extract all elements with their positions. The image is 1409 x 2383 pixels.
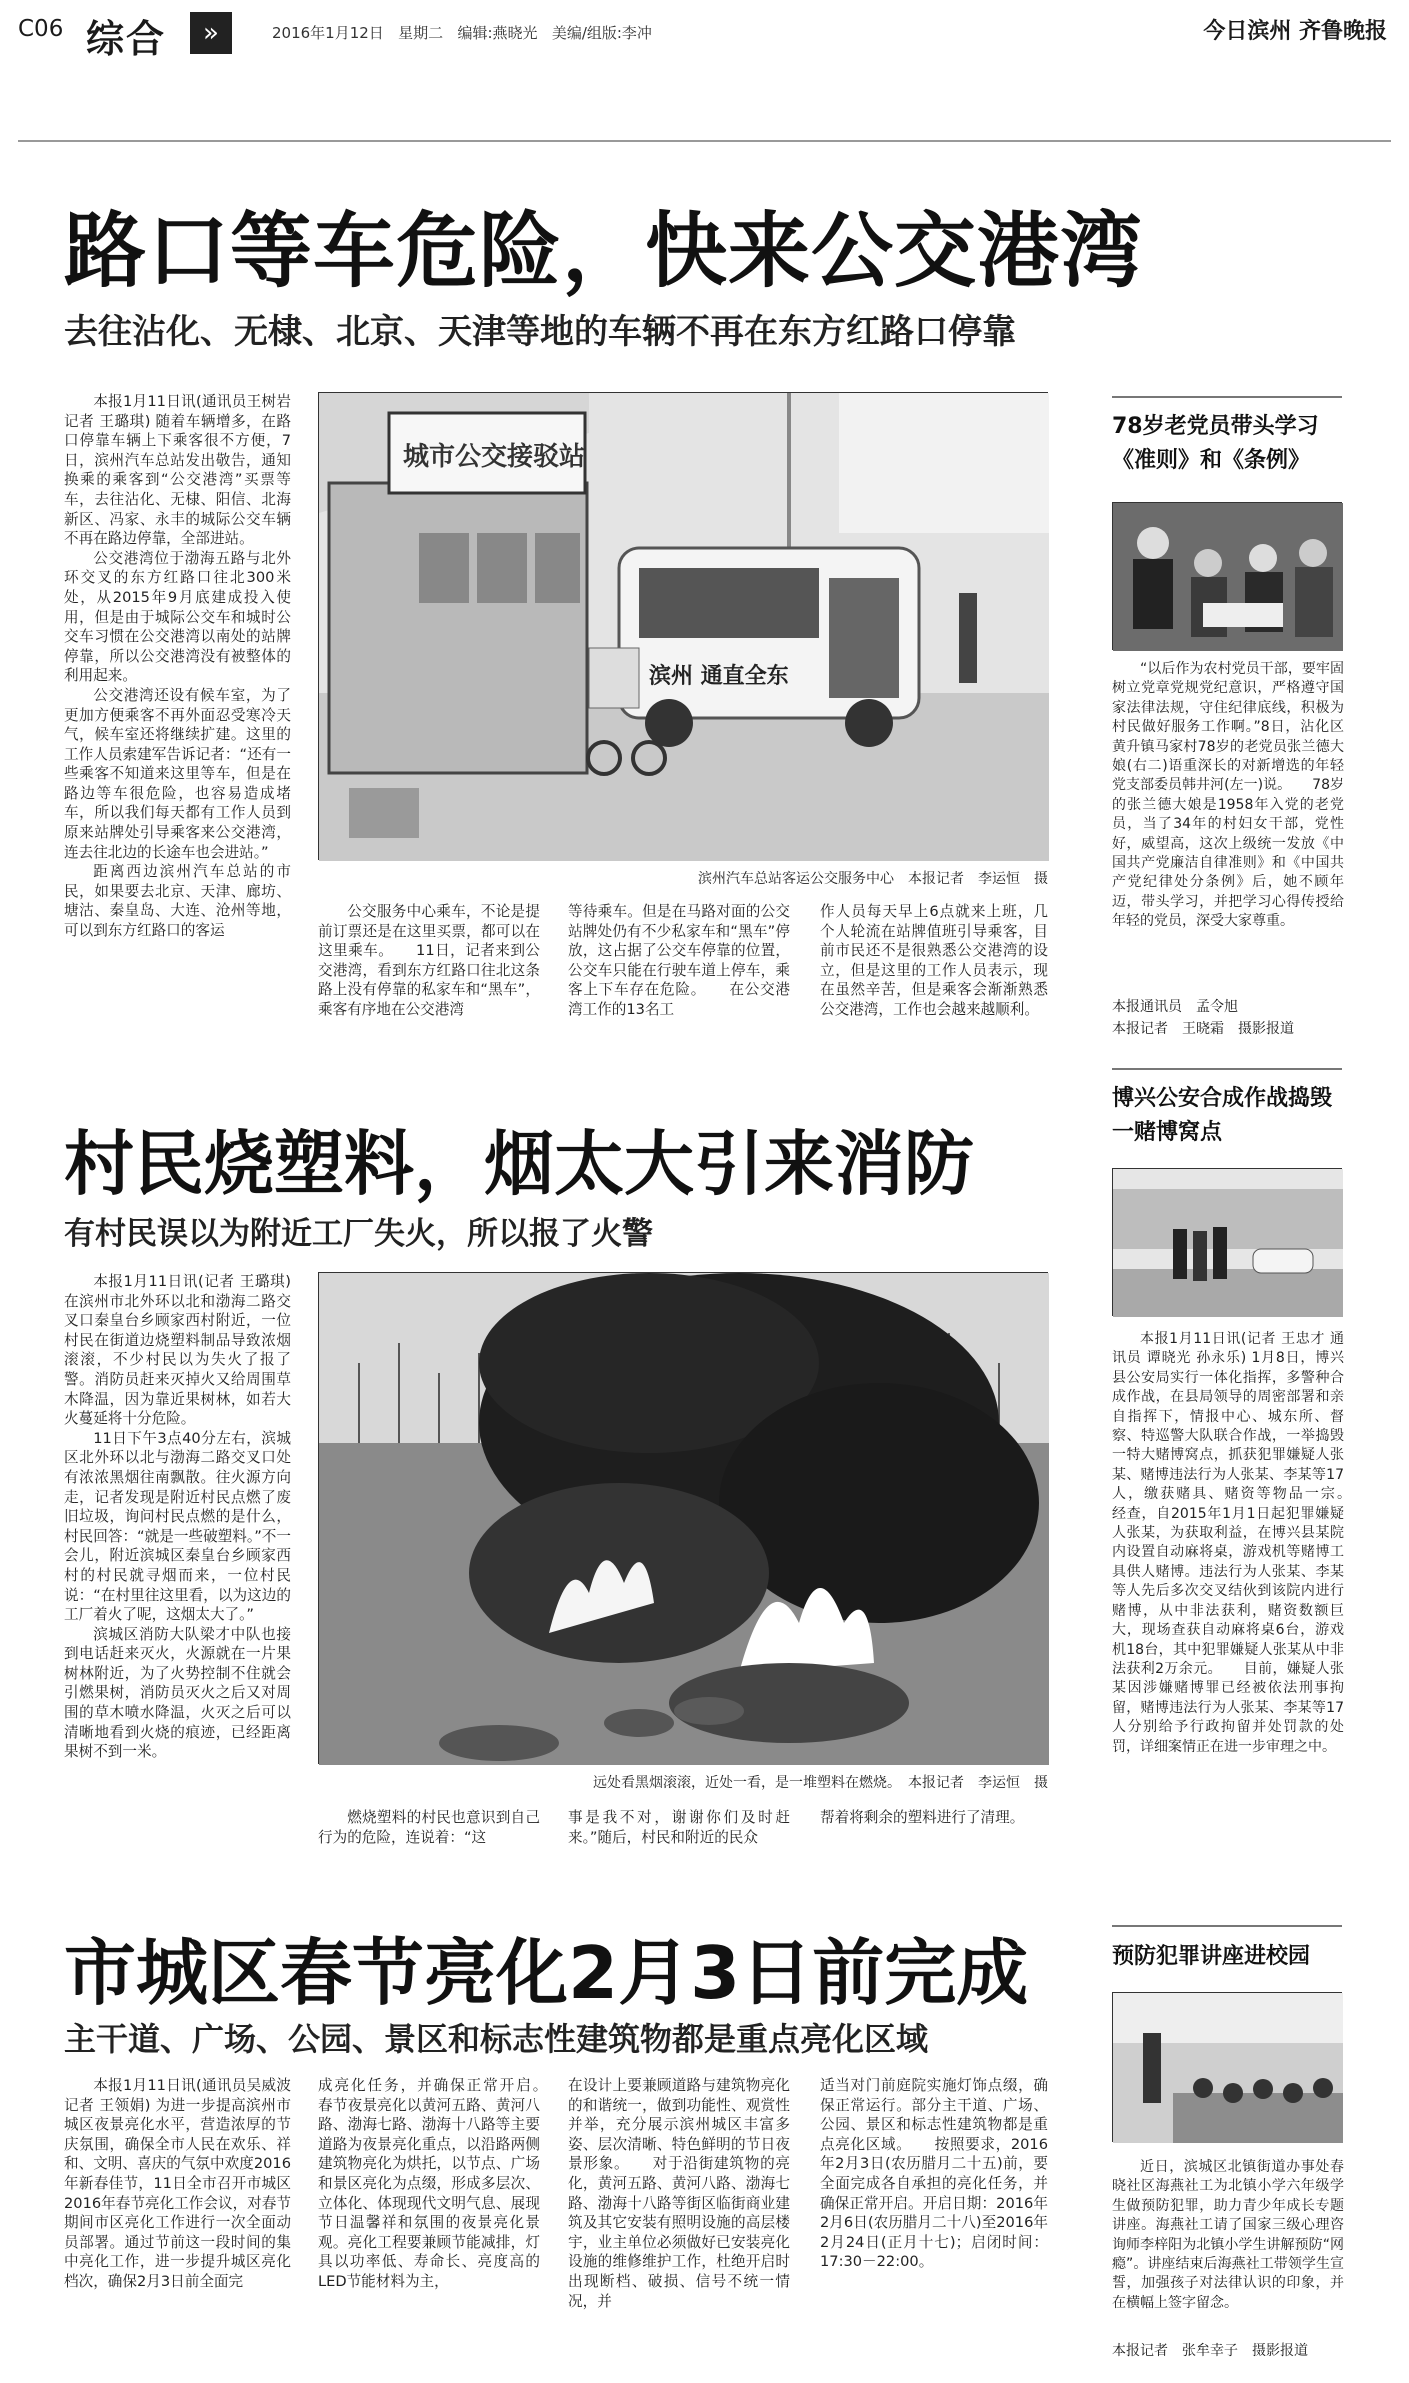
sidebar-paragraph: 近日，滨城区北镇街道办事处春晓社区海燕社工为北镇小学六年级学生做预防犯罪，助力青少年成长专题讲座。海燕社工请了国家三级心理咨询师李梓阳为北镇小学生讲解预防“网瘾”。讲座结束后海燕社工带领学生宣誓，加强孩子对法律认识的印象，并在横幅上签字留念。 [1112,2159,1344,2311]
police-scene-illustration [1113,1169,1343,1317]
story2-column-4 [820,1808,1048,1884]
sidebar-paragraph: 本报1月11日讯(记者 王忠才 通讯员 谭晓光 孙永乐) 1月8日，博兴县公安局实行一体化指挥，多警种合成作战，在县局领导的周密部署和亲自指挥下，情报中心、城东所、督察、特巡警大队联合作战，一举捣毁一特大赌博窝点，抓获犯罪嫌疑人张某、赌博违法行为人张某、李某等17人，缴获赌具、赌资等物品一宗。 经查，自2015年1月1日起犯罪嫌疑人张某，为获取利益，在博兴县某院内设置自动麻将桌，游戏机等赌博工具供人赌博。违法行为人张某、李某等人先后多次交叉结伙到该院内进行赌博，从中非法获利，赌资数额巨大，现场查获自动麻将桌6台，游戏机18台，其中犯罪嫌疑人张某从中非法获利2万余元。 目前，嫌疑人张某因涉嫌赌博罪已经被依法刑事拘留，赌博违法行为人张某、李某等17人分别给予行政拘留并处罚款的处罚，详细案情正在进一步审理之中。 [1112,1331,1372,1755]
bus-station-illustration [319,393,1049,861]
paper-brand: 今日滨州 齐鲁晚报 [1203,19,1387,44]
reading-group-illustration [1113,503,1343,651]
story3-column-4 [820,2076,1048,2366]
sidebar-story1-title: 78岁老党员带头学习《准则》和《条例》 [1112,414,1319,473]
story1-column-2 [318,902,540,1072]
party-member-photo [1112,502,1342,650]
police-raid-photo [1112,1168,1342,1316]
page-number: C06 [18,16,64,42]
masthead-rule [18,140,1391,142]
sidebar-story3-credit: 本报记者 张牟幸子 摄影报道 [1112,2343,1308,2359]
story3-paragraph: 成亮化任务，并确保正常开启。 春节夜景亮化以黄河五路、黄河八路、渤海七路、渤海十八路等主要道路为夜景亮化重点，以沿路两侧建筑物亮化为烘托，以节点、广场和景区亮化为点缀，形成多层次、立体化、体现现代文明气息、展现节日温馨祥和氛围的夜景亮化景观。亮化工程要兼顾节能减排，灯具以功率低、寿命长、亮度高的LED节能材料为主， [318,2077,570,2290]
story1-column-1 [64,392,291,1072]
story1-paragraph: 本报1月11日讯(通讯员王树岩 记者 王璐琪) 随着车辆增多，在路口停靠车辆上下乘客很不方便，7日，滨州汽车总站发出敬告，通知换乘的乘客到“公交港湾”买票等车，去往沾化、无棣、阳信、北海新区、冯家、永丰的城际公交车辆不再在路边停靠，全部进站。 [64,393,291,548]
story3-paragraph: 本报1月11日讯(通讯员吴威波 记者 王领娟) 为进一步提高滨州市城区夜景亮化水平，营造浓厚的节庆氛围，确保全市人民在欢乐、祥和、文明、喜庆的气氛中欢度2016年新春佳节，11日全市召开市城区2016年春节亮化工作会议，对春节期间市区亮化工作进行一次全面动员部署。通过节前这一段时间的集中亮化工作，进一步提升城区亮化档次，确保2月3日前全面完 [64,2077,291,2290]
story2-column-1 [64,1272,291,1892]
story3-headline: 市城区春节亮化2月3日前完成 [64,1931,1029,2015]
story2-paragraph: 帮着将剩余的塑料进行了清理。 [820,1809,1025,1826]
story1-paragraph: 公交服务中心乘车，不论是提前订票还是在这里买票，都可以在这里乘车。 11日，记者来到公交港湾，看到东方红路口往北这条路上没有停靠的私家车和“黑车”，乘客有序地在公交港湾 [318,903,540,1018]
school-lecture-photo [1112,1992,1342,2142]
story1-paragraph: 公交港湾还设有候车室，为了更加方便乘客不再外面忍受寒冷天气，候车室还将继续扩建。这里的工作人员索建军告诉记者：“还有一些乘客不知道来这里等车，但是在路边等车很危险，也容易造成堵车，所以我们每天都有工作人员到原来站牌处引导乘客来公交港湾，连去往北边的长途车也会进站。” [64,686,291,861]
story1-paragraph: 公交港湾位于渤海五路与北外环交叉的东方红路口往北300米处，从2015年9月底建成投入使用，但是由于城际公交车和城时公交车习惯在公交港湾以南处的站牌停靠，所以公交港湾没有被整体的利用起来。 [64,549,291,685]
story1-column-4 [820,902,1048,1072]
sidebar-story1-credit-1: 本报通讯员 孟令旭 [1112,999,1238,1015]
weekday-text: 星期二 [398,24,444,42]
story2-subhead: 有村民误以为附近工厂失火，所以报了火警 [64,1216,653,1252]
story1-paragraph: 距离西边滨州汽车总站的市民，如果要去北京、天津、廊坊、塘沽、秦皇岛、大连、沧州等地，可以到东方红路口的客运 [64,863,291,940]
story3-paragraph: 适当对门前庭院实施灯饰点缀，确保正常运行。部分主干道、广场、公园、景区和标志性建筑物都是重点亮化区域。 按照要求，2016年2月3日(农历腊月二十五)前，要全面完成各自承担的亮化任务，并确保正常开启。开启日期：2016年2月6日(农历腊月二十八)至2016年2月24日(正月十七)；启闭时间：17:30－22:00。 [820,2077,1048,2271]
story2-paragraph: 11日下午3点40分左右，滨城区北外环以北与渤海二路交叉口处有浓浓黑烟往南飘散。往火源方向走，记者发现是附近村民点燃了废旧垃圾，询问村民点燃的是什么，村民回答：“就是一些破塑料。”不一会儿，附近滨城区秦皇台乡顾家西村的村民就寻烟而来，一位村民说：“在村里往这里看，以为这边的工厂着火了呢，这烟太大了。” [64,1429,291,1624]
sidebar-rule [1112,396,1342,398]
story1-photo-caption: 滨州汽车总站客运公交服务中心 本报记者 李运恒 摄 [698,871,1048,887]
sidebar-story2-title: 博兴公安合成作战捣毁一赌博窝点 [1112,1086,1333,1145]
story3-column-1 [64,2076,291,2366]
date-text: 2016年1月12日 [272,24,384,42]
bus-station-photo [318,392,1048,860]
double-chevron-icon: » [190,12,232,54]
story1-headline: 路口等车危险，快来公交港湾 [64,204,1144,299]
story2-paragraph: 燃烧塑料的村民也意识到自己行为的危险，连说着：“这 [318,1809,540,1846]
story1-subhead: 去往沾化、无棣、北京、天津等地的车辆不再在东方红路口停靠 [64,312,1016,352]
dateline [272,22,652,43]
story2-paragraph: 事是我不对，谢谢你们及时赶来。”随后，村民和附近的民众 [568,1809,790,1846]
story1-paragraph: 等待乘车。但是在马路对面的公交站牌处仍有不少私家车和“黑车”停放，这占据了公交车停靠的位置，公交车只能在行驶车道上停车，乘客上下车存在危险。 在公交港湾工作的13名工 [568,903,790,1018]
story2-paragraph: 滨城区消防大队梁才中队也接到电话赶来灭火，火源就在一片果树林附近，为了火势控制不住就会引燃果树，消防员灭火之后又对周围的草木喷水降温，火灭之后可以清晰地看到火烧的痕迹，已经距离果树不到一米。 [64,1625,291,1761]
editor-credit: 编辑:燕晓光 [457,24,538,42]
sidebar-paragraph: “以后作为农村党员干部，要牢固树立党章党规党纪意识，严格遵守国家法律法规，守住纪律底线，积极为村民做好服务工作啊。”8日，沾化区黄升镇马家村78岁的老党员张兰德大娘(右二)语重深长的对新增选的年轻党支部委员韩井河(左一)说。 78岁的张兰德大娘是1958年入党的老党员，当了34年的村妇女干部，党性好，威望高，这次上级统一发放《中国共产党廉洁自律准则》和《中国共产党纪律处分条例》后，她不顾年迈，带头学习，并把学习心得传授给年轻的党员，深受大家尊重。 [1112,661,1344,930]
story2-column-2 [318,1808,540,1884]
section-name: 综合 [86,17,167,61]
story2-photo-caption: 远处看黑烟滚滚，近处一看，是一堆塑料在燃烧。 本报记者 李运恒 摄 [593,1775,1048,1791]
story2-column-3 [568,1808,790,1884]
sidebar-story3-title: 预防犯罪讲座进校园 [1112,1944,1311,1969]
bus-side-text: 滨州 通直全东 [649,664,789,689]
story2-headline: 村民烧塑料，烟太大引来消防 [64,1123,974,1205]
station-sign-text: 城市公交接驳站 [403,442,586,472]
story1-column-3 [568,902,790,1072]
sidebar-story3-text [1112,2158,1344,2336]
sidebar-story1-credit-2: 本报记者 王晓霜 摄影报道 [1112,1021,1294,1037]
classroom-illustration [1113,1993,1343,2143]
story1-paragraph: 作人员每天早上6点就来上班，几个人轮流在站牌值班引导乘客，目前市民还不是很熟悉公交港湾的设立，但是这里的工作人员表示，现在虽然辛苦，但是乘客会渐渐熟悉公交港湾，工作也会越来越顺利。 [820,903,1048,1018]
sidebar-rule [1112,1068,1342,1070]
burning-plastic-photo [318,1272,1048,1764]
story3-paragraph: 在设计上要兼顾道路与建筑物亮化的和谐统一，做到功能性、观赏性并举，充分展示滨州城区丰富多姿、层次清晰、特色鲜明的节日夜景形象。 对于沿街建筑物的亮化，黄河五路、黄河八路、渤海七路、渤海十八路等街区临街商业建筑及其它安装有照明设施的高层楼宇，业主单位必须做好已安装亮化设施的维修维护工作，杜绝开启时出现断档、破损、信号不统一情况，并 [568,2077,790,2310]
design-credit: 美编/组版:李冲 [551,24,652,42]
story3-subhead: 主干道、广场、公园、景区和标志性建筑物都是重点亮化区域 [64,2020,929,2058]
sidebar-story2-text [1112,1330,1372,1890]
sidebar-story1-text [1112,660,1344,980]
story3-column-2 [318,2076,570,2366]
story2-paragraph: 本报1月11日讯(记者 王璐琪) 在滨州市北外环以北和渤海二路交叉口秦皇台乡顾家西村附近，一位村民在街道边烧塑料制品导致浓烟滚滚，不少村民以为失火了报了警。消防员赶来灭掉火又给周围草木降温，因为靠近果树林，如若大火蔓延将十分危险。 [64,1273,291,1428]
smoke-fire-illustration [319,1273,1049,1765]
sidebar-rule [1112,1925,1342,1927]
story3-column-3 [568,2076,790,2366]
